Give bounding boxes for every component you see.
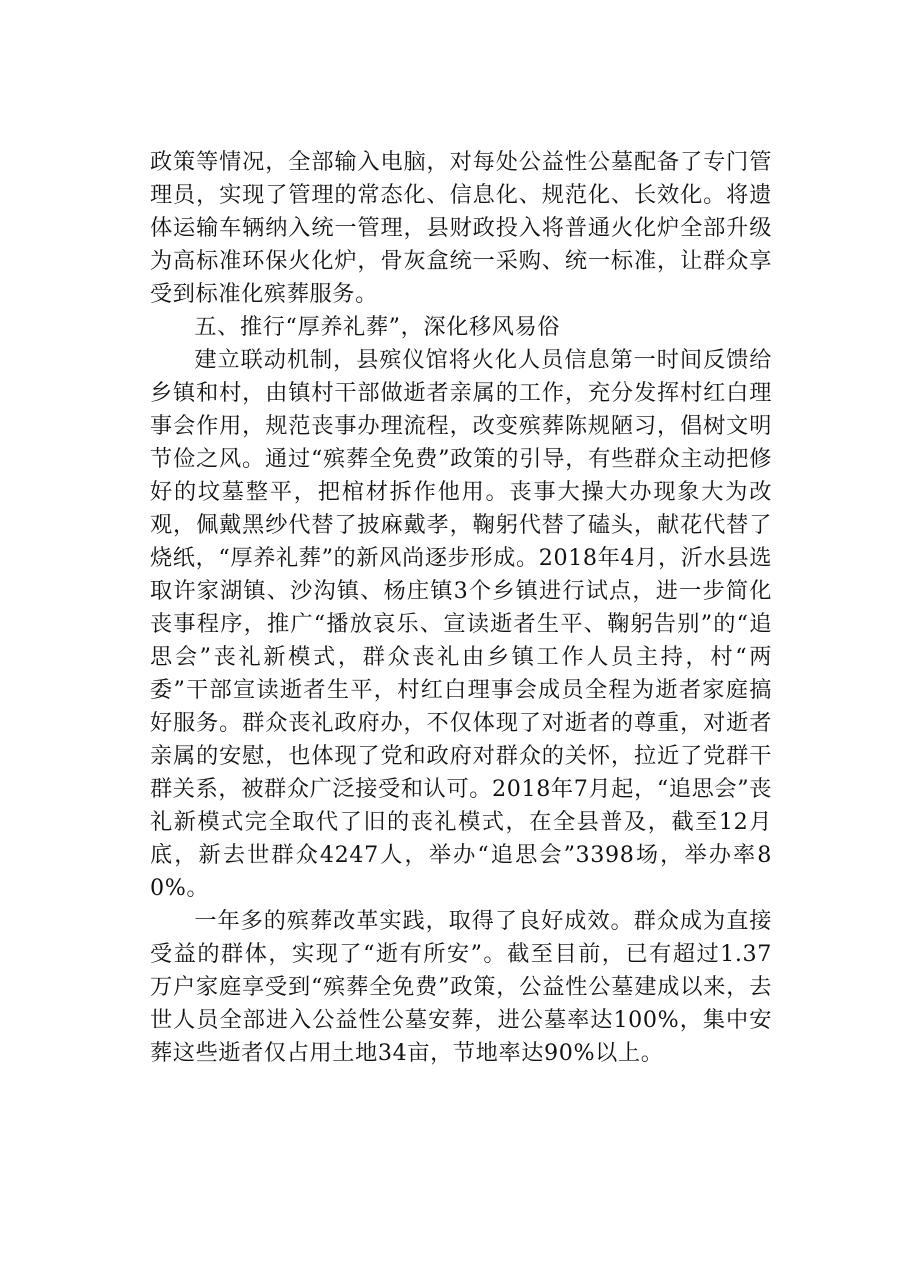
paragraph-results: 一年多的殡葬改革实践，取得了良好成效。群众成为直接受益的群体，实现了“逝有所安”。截至目前，已有超过1.37万户家庭享受到“殡葬全免费”政策，公益性公墓建成以来，去世人员全部进入公益性公墓安葬，进公墓率达100%，集中安葬这些逝者仅占用土地34亩，节地率达90%以上。	[150, 908, 772, 1066]
paragraph-continued: 政策等情况，全部输入电脑，对每处公益性公墓配备了专门管理员，实现了管理的常态化、信息化、规范化、长效化。将遗体运输车辆纳入统一管理，县财政投入将普通火化炉全部升级为高标准环保火化炉，骨灰盒统一采购、统一标准，让群众享受到标准化殡葬服务。	[150, 149, 772, 307]
document-page	[150, 146, 772, 1070]
section-heading-5: 五、推行“厚养礼葬”，深化移风易俗	[194, 314, 561, 340]
paragraph-linkage-mechanism: 建立联动机制，县殡仪馆将火化人员信息第一时间反馈给乡镇和村，由镇村干部做逝者亲属的工作，充分发挥村红白理事会作用，规范丧事办理流程，改变殡葬陈规陋习，倡树文明节俭之风。通过“殡葬全免费”政策的引导，有些群众主动把修好的坟墓整平，把棺材拆作他用。丧事大操大办现象大为改观，佩戴黑纱代替了披麻戴孝，鞠躬代替了磕头，献花代替了烧纸，“厚养礼葬”的新风尚逐步形成。2018年4月，沂水县选取许家湖镇、沙沟镇、杨庄镇3个乡镇进行试点，进一步简化丧事程序，推广“播放哀乐、宣读逝者生平、鞠躬告别”的“追思会”丧礼新模式，群众丧礼由乡镇工作人员主持，村“两委”干部宣读逝者生平，村红白理事会成员全程为逝者家庭搞好服务。群众丧礼政府办，不仅体现了对逝者的尊重，对逝者亲属的安慰，也体现了党和政府对群众的关怀，拉近了党群干群关系，被群众广泛接受和认可。2018年7月起，“追思会”丧礼新模式完全取代了旧的丧礼模式，在全县普及，截至12月底，新去世群众4247人，举办“追思会”3398场，举办率80%。	[150, 347, 772, 901]
